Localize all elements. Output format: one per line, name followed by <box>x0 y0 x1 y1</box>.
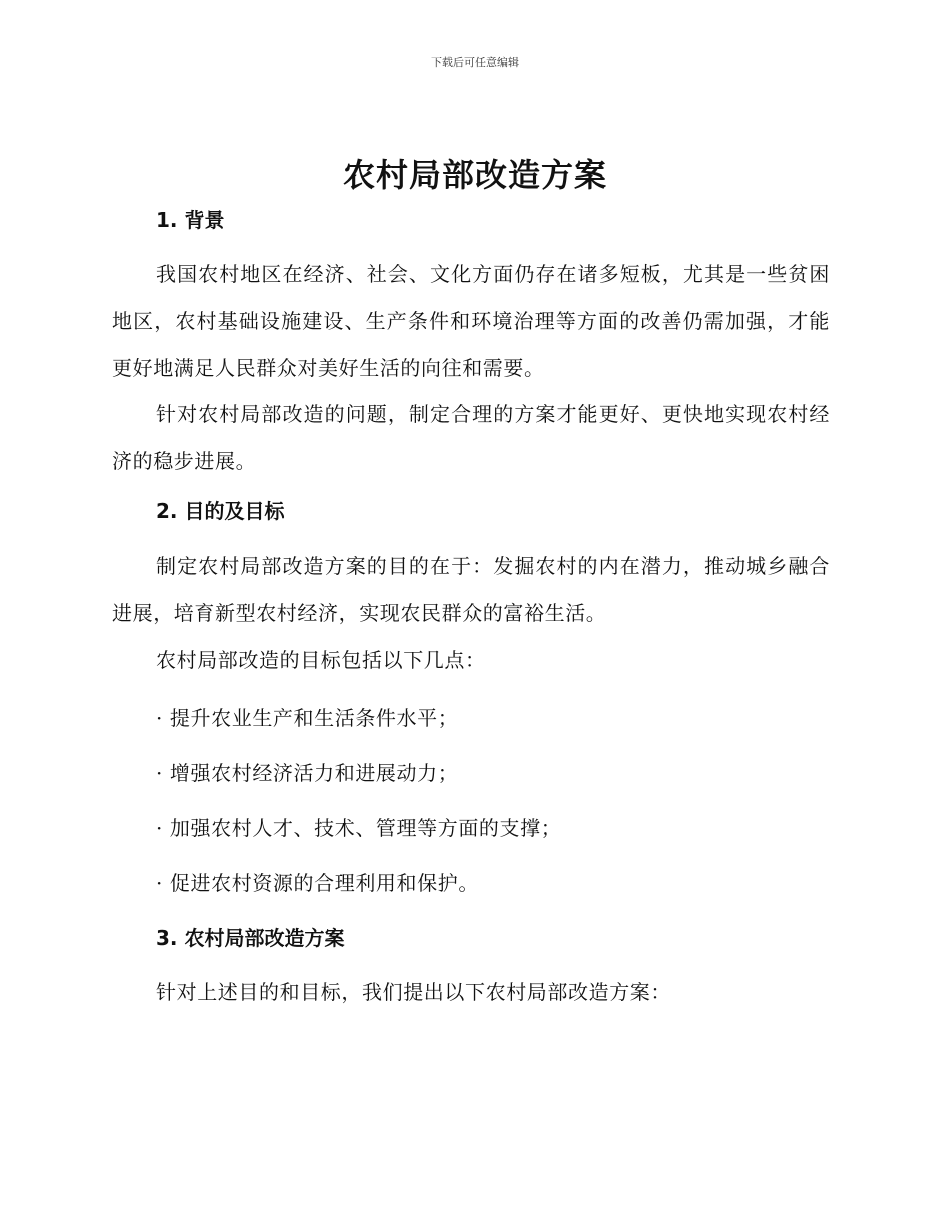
section-1-paragraph-2: 针对农村局部改造的问题，制定合理的方案才能更好、更快地实现农村经济的稳步进展。 <box>112 402 830 473</box>
section-2-bullet-4: · 促进农村资源的合理利用和保护。 <box>156 871 479 895</box>
document-title: 农村局部改造方案 <box>342 156 607 194</box>
section-2-paragraph-1: 制定农村局部改造方案的目的在于：发掘农村的内在潜力，推动城乡融合进展，培育新型农村经济，实现农民群众的富裕生活。 <box>112 554 830 625</box>
section-3-paragraph-1: 针对上述目的和目标，我们提出以下农村局部改造方案： <box>156 980 671 1004</box>
section-2-heading: 2. 目的及目标 <box>156 499 285 523</box>
section-2-paragraph-2: 农村局部改造的目标包括以下几点： <box>156 648 486 672</box>
section-3-heading: 3. 农村局部改造方案 <box>156 926 345 950</box>
section-2-bullet-1: · 提升农业生产和生活条件水平； <box>156 706 459 730</box>
section-2-bullet-3: · 加强农村人才、技术、管理等方面的支撑； <box>156 816 562 840</box>
section-1-paragraph-1: 我国农村地区在经济、社会、文化方面仍存在诸多短板，尤其是一些贫困地区，农村基础设施建设、生产条件和环境治理等方面的改善仍需加强，才能更好地满足人民群众对美好生活的向往和需要。 <box>112 262 830 380</box>
section-1-heading: 1. 背景 <box>156 208 225 232</box>
header-note: 下载后可任意编辑 <box>431 56 519 69</box>
section-2-bullet-2: · 增强农村经济活力和进展动力； <box>156 761 459 785</box>
